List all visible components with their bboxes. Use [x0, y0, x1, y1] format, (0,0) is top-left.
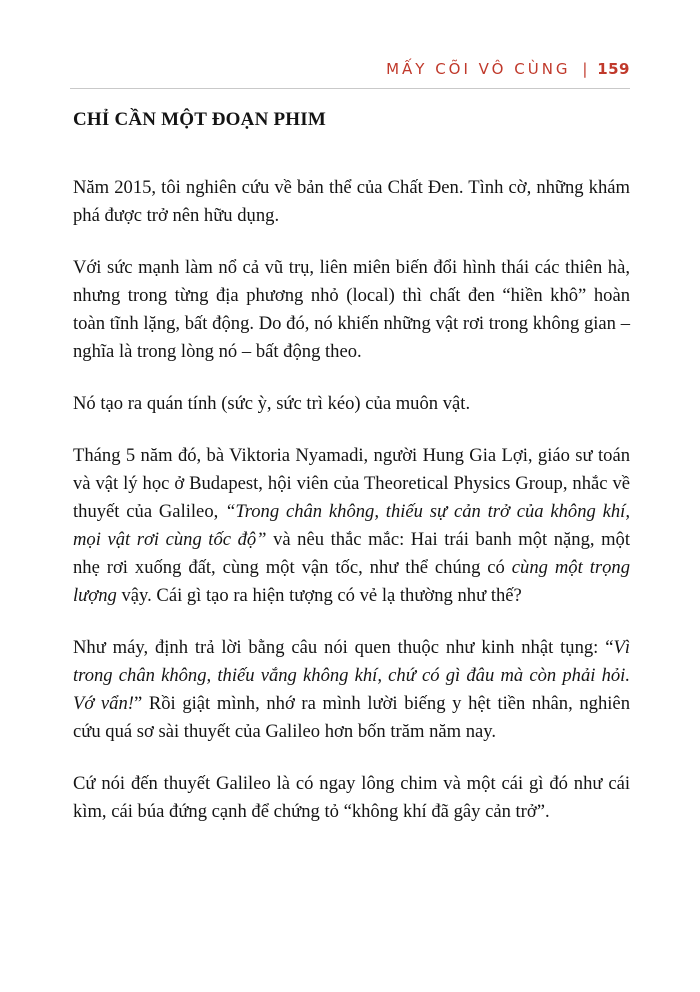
page-number: 159	[597, 60, 630, 78]
paragraph-4-text-c: vậy. Cái gì tạo ra hiện tượng có vẻ lạ thường như thế?	[116, 585, 522, 606]
paragraph-6: Cứ nói đến thuyết Galileo là có ngay lông chim và một cái gì đó như cái kìm, cái búa đứng cạnh để chứng tỏ “không khí đã gây cản trở”.	[73, 773, 630, 822]
galileo-quote: “Trong chân không, thiếu sự cản trở của không khí, mọi vật rơi cùng tốc độ”	[73, 501, 630, 550]
header-divider	[70, 88, 630, 89]
paragraph-5	[73, 634, 630, 746]
running-header	[386, 60, 630, 78]
header-separator: |	[582, 60, 588, 78]
page-body	[73, 98, 630, 826]
running-title: MẤY CÕI VÔ CÙNG	[386, 60, 571, 78]
paragraph-5-text-b: ” Rồi giật mình, nhớ ra mình lười biếng y hệt tiền nhân, nghiên cứu quá sơ sài thuyết của Galileo hơn bốn trăm năm nay.	[73, 693, 630, 742]
paragraph-4-text-b: và nêu thắc mắc: Hai trái banh một nặng, một nhẹ rơi xuống đất, cùng một vận tốc, như thể chúng có	[73, 529, 630, 578]
paragraph-4	[73, 442, 630, 610]
vacuum-answer-quote: Vì trong chân không, thiếu vắng không khí, chứ có gì đâu mà còn phải hỏi. Vớ vẩn!	[73, 637, 630, 714]
chapter-title: CHỈ CẦN MỘT ĐOẠN PHIM	[73, 109, 326, 130]
paragraph-3: Nó tạo ra quán tính (sức ỳ, sức trì kéo) của muôn vật.	[73, 393, 471, 414]
paragraph-2: Với sức mạnh làm nổ cả vũ trụ, liên miên biến đổi hình thái các thiên hà, nhưng trong từng địa phương nhỏ (local) thì chất đen “hiền khô” hoàn toàn tĩnh lặng, bất động. Do đó, nó khiến những vật rơi trong không gian – nghĩa là trong lòng nó – bất động theo.	[73, 257, 630, 362]
paragraph-1: Năm 2015, tôi nghiên cứu về bản thể của Chất Đen. Tình cờ, những khám phá được trở nên hữu dụng.	[73, 177, 630, 226]
paragraph-5-text-a: Như máy, định trả lời bằng câu nói quen thuộc như kinh nhật tụng: “	[73, 637, 614, 658]
same-weight-emphasis: cùng một trọng lượng	[73, 557, 630, 606]
paragraph-4-text-a: Tháng 5 năm đó, bà Viktoria Nyamadi, người Hung Gia Lợi, giáo sư toán và vật lý học ở Budapest, hội viên của Theoretical Physics Group, nhắc về thuyết của Galileo,	[73, 445, 630, 522]
